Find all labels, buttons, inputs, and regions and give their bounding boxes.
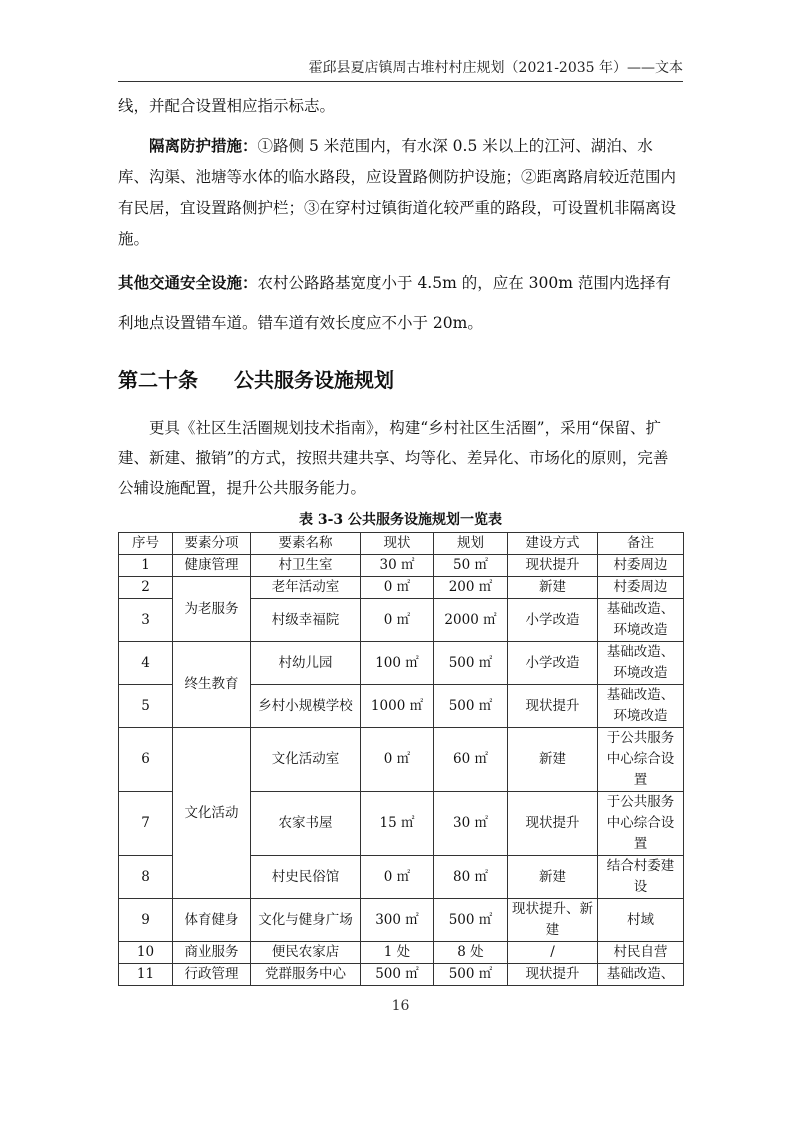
cell-note: 村委周边	[598, 555, 684, 577]
cell-name: 村史民俗馆	[251, 856, 361, 899]
page-number: 16	[391, 998, 410, 1014]
cell-plan: 60 ㎡	[434, 728, 508, 792]
cell-group: 商业服务	[173, 942, 251, 964]
cell-name: 文化活动室	[251, 728, 361, 792]
running-header-area	[118, 0, 683, 81]
cell-group: 文化活动	[173, 728, 251, 899]
cell-no: 6	[119, 728, 173, 792]
table-caption: 表 3-3 公共服务设施规划一览表	[298, 512, 503, 528]
table-body	[119, 533, 684, 986]
cell-method: 新建	[508, 728, 598, 792]
cell-method: 小学改造	[508, 599, 598, 642]
cell-no: 9	[119, 899, 173, 942]
cell-name: 村幼儿园	[251, 642, 361, 685]
cell-note: 村委周边	[598, 577, 684, 599]
paragraph-body: ①路侧 5 米范围内，有水深 0.5 米以上的江河、湖泊、水库、沟渠、池塘等水体的临水路段，应设置路侧防护设施；②距离路肩较近范围内有民居，宜设置路侧护栏；③在穿村过镇街道化较严重的路段，可设置机非隔离设施。	[118, 137, 677, 248]
cell-plan: 500 ㎡	[434, 685, 508, 728]
cell-current: 1 处	[361, 942, 434, 964]
cell-name: 村卫生室	[251, 555, 361, 577]
cell-plan: 50 ㎡	[434, 555, 508, 577]
section-number: 第二十条	[118, 368, 198, 392]
cell-group: 终生教育	[173, 642, 251, 728]
cell-name: 文化与健身广场	[251, 899, 361, 942]
cell-group: 行政管理	[173, 964, 251, 986]
cell-method: 小学改造	[508, 642, 598, 685]
cell-no: 2	[119, 577, 173, 599]
cell-no: 10	[119, 942, 173, 964]
running-header: 霍邱县夏店镇周古堆村村庄规划（2021-2035 年）——文本	[308, 60, 683, 76]
header-cell: 要素分项	[173, 533, 251, 555]
cell-plan: 30 ㎡	[434, 792, 508, 856]
cell-current: 0 ㎡	[361, 856, 434, 899]
table-row	[119, 555, 684, 577]
cell-no: 5	[119, 685, 173, 728]
cell-current: 1000 ㎡	[361, 685, 434, 728]
header-cell: 建设方式	[508, 533, 598, 555]
table-row	[119, 728, 684, 792]
cell-method: 现状提升	[508, 964, 598, 986]
cell-current: 0 ㎡	[361, 577, 434, 599]
cell-plan: 500 ㎡	[434, 964, 508, 986]
cell-method: 新建	[508, 577, 598, 599]
cell-no: 11	[119, 964, 173, 986]
cell-current: 300 ㎡	[361, 899, 434, 942]
paragraph-isolation-protection	[118, 130, 683, 255]
cell-group: 健康管理	[173, 555, 251, 577]
cell-note: 结合村委建设	[598, 856, 684, 899]
section-intro: 更具《社区生活圈规划技术指南》，构建“乡村社区生活圈”，采用“保留、扩建、新建、撤销”的方式，按照共建共享、均等化、差异化、市场化的原则，完善公辅设施配置，提升公共服务能力。	[118, 419, 669, 497]
section-title: 公共服务设施规划	[234, 368, 394, 392]
header-cell: 规划	[434, 533, 508, 555]
cell-method: 现状提升	[508, 792, 598, 856]
cell-method: 现状提升	[508, 555, 598, 577]
cell-note: 基础改造、环境改造	[598, 599, 684, 642]
cell-note: 基础改造、环境改造	[598, 685, 684, 728]
cell-plan: 2000 ㎡	[434, 599, 508, 642]
cell-name: 乡村小规模学校	[251, 685, 361, 728]
cell-no: 7	[119, 792, 173, 856]
cell-current: 0 ㎡	[361, 599, 434, 642]
cell-name: 便民农家店	[251, 942, 361, 964]
cell-name: 党群服务中心	[251, 964, 361, 986]
cell-group: 为老服务	[173, 577, 251, 642]
header-cell: 现状	[361, 533, 434, 555]
cell-group: 体育健身	[173, 899, 251, 942]
facilities-table	[118, 532, 684, 986]
cell-no: 3	[119, 599, 173, 642]
table-header-row	[119, 533, 684, 555]
header-rule	[118, 81, 683, 82]
page-body	[118, 91, 683, 1016]
header-cell: 序号	[119, 533, 173, 555]
cell-note: 村民自营	[598, 942, 684, 964]
cell-method: /	[508, 942, 598, 964]
cell-current: 15 ㎡	[361, 792, 434, 856]
cell-plan: 80 ㎡	[434, 856, 508, 899]
cell-method: 新建	[508, 856, 598, 899]
paragraph-label: 隔离防护措施：	[149, 136, 258, 155]
cell-note: 于公共服务中心综合设置	[598, 728, 684, 792]
cell-no: 1	[119, 555, 173, 577]
cell-plan: 8 处	[434, 942, 508, 964]
cell-current: 100 ㎡	[361, 642, 434, 685]
table-row	[119, 899, 684, 942]
table-row	[119, 964, 684, 986]
cell-current: 500 ㎡	[361, 964, 434, 986]
cell-name: 农家书屋	[251, 792, 361, 856]
paragraph-continuation: 线，并配合设置相应指示标志。	[118, 97, 336, 115]
cell-note: 于公共服务中心综合设置	[598, 792, 684, 856]
paragraph-other-safety	[118, 263, 683, 343]
cell-name: 老年活动室	[251, 577, 361, 599]
section-heading	[118, 365, 683, 395]
table-row	[119, 577, 684, 599]
cell-current: 0 ㎡	[361, 728, 434, 792]
header-cell: 备注	[598, 533, 684, 555]
cell-name: 村级幸福院	[251, 599, 361, 642]
cell-plan: 500 ㎡	[434, 899, 508, 942]
header-cell: 要素名称	[251, 533, 361, 555]
cell-note: 基础改造、	[598, 964, 684, 986]
cell-note: 基础改造、环境改造	[598, 642, 684, 685]
paragraph-label: 其他交通安全设施：	[118, 273, 258, 292]
cell-no: 8	[119, 856, 173, 899]
table-row	[119, 642, 684, 685]
paragraph-body-line2: 利地点设置错车道。错车道有效长度应不小于 20m。	[118, 314, 483, 332]
cell-current: 30 ㎡	[361, 555, 434, 577]
cell-plan: 200 ㎡	[434, 577, 508, 599]
table-row	[119, 942, 684, 964]
cell-no: 4	[119, 642, 173, 685]
paragraph-body-line1: 农村公路路基宽度小于 4.5m 的，应在 300m 范围内选择有	[257, 274, 671, 292]
cell-note: 村域	[598, 899, 684, 942]
cell-method: 现状提升	[508, 685, 598, 728]
cell-method: 现状提升、新建	[508, 899, 598, 942]
cell-plan: 500 ㎡	[434, 642, 508, 685]
